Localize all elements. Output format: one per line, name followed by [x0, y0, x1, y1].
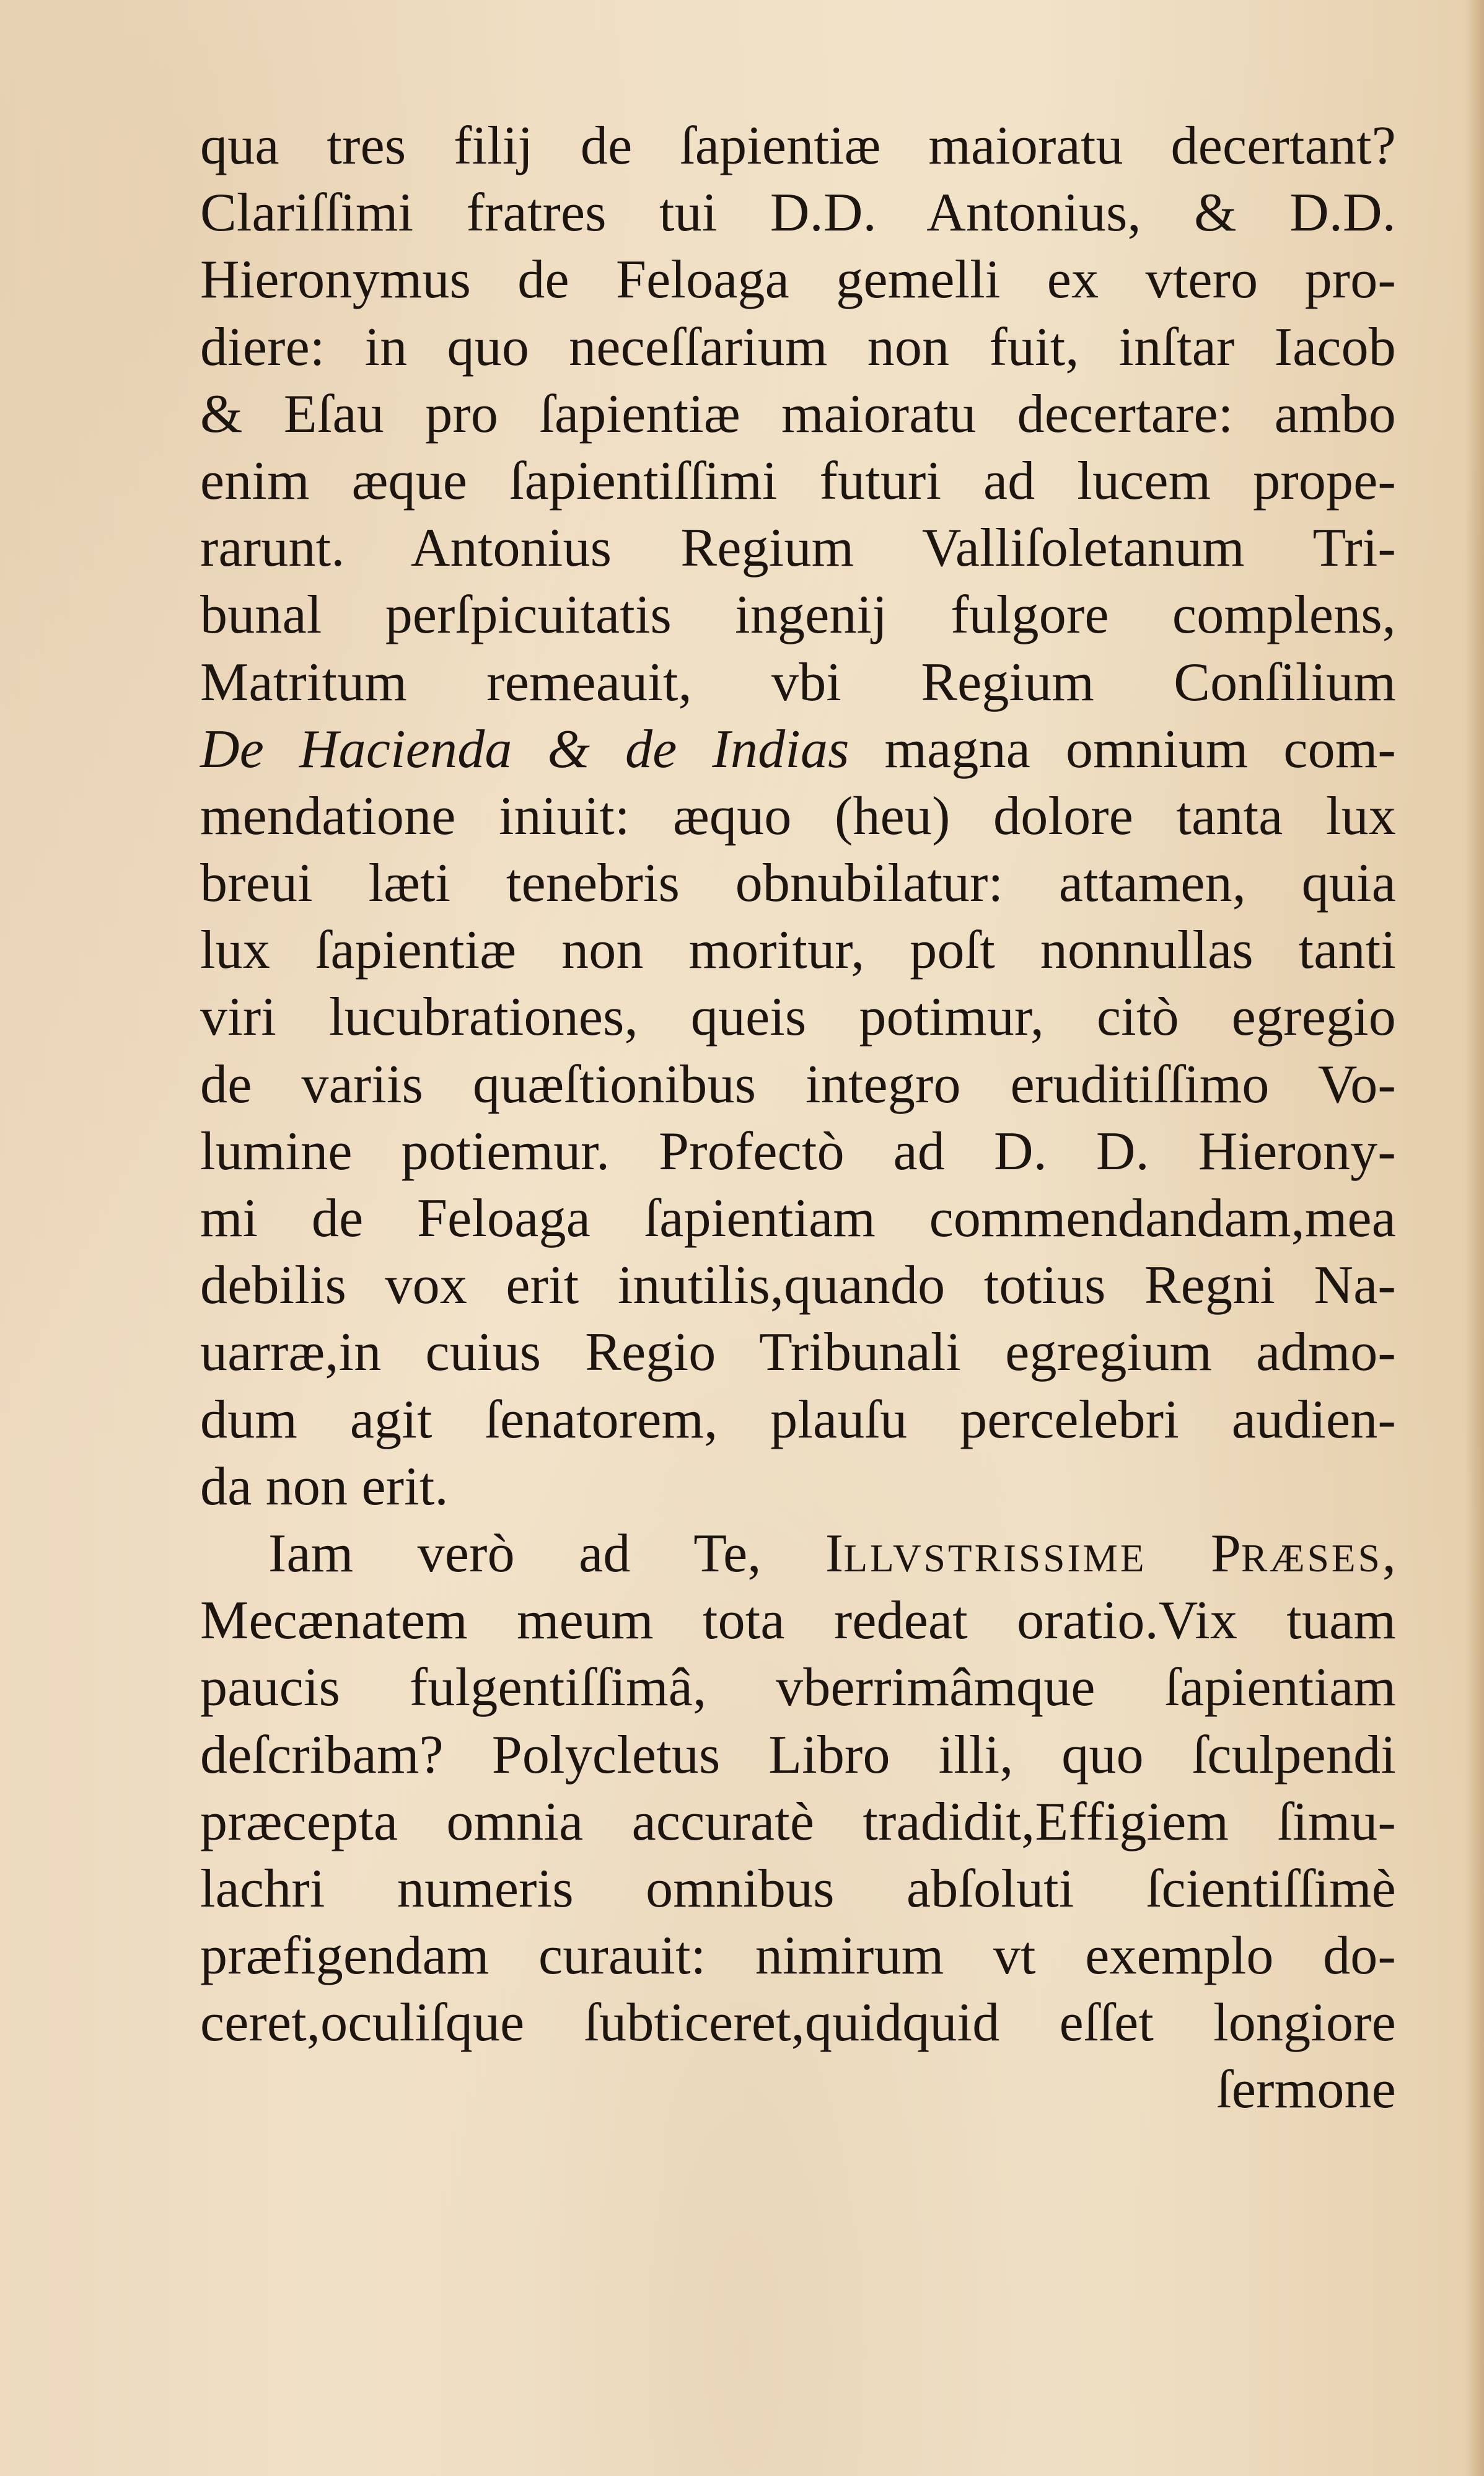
text-line: mi de Feloaga ſapientiam commendandam,mea: [200, 1188, 1396, 1249]
text-line: Matritum remeauit, vbi Regium Conſilium: [200, 652, 1396, 713]
text-line: mendatione iniuit: æquo (heu) dolore tanta lux: [200, 786, 1396, 846]
text-line: præfigendam curauit: nimirum vt exemplo do-: [200, 1926, 1396, 1987]
text-line: ceret,oculiſque ſubticeret,quidquid eſſet longiore: [200, 1993, 1396, 2053]
text-line: Hieronymus de Feloaga gemelli ex vtero pro-: [200, 250, 1396, 310]
text-line: lux ſapientiæ non moritur, poſt nonnullas tanti: [200, 920, 1396, 981]
text-line-with-italic: De Hacienda & de Indias magna omnium com-: [200, 719, 1396, 779]
text-line: uarræ,in cuius Regio Tribunali egregium admo-: [200, 1322, 1396, 1383]
text-line: paucis fulgentiſſimâ, vberrimâmque ſapientiam: [200, 1657, 1396, 1718]
text-line: breui læti tenebris obnubilatur: attamen, quia: [200, 853, 1396, 914]
text-line: diere: in quo neceſſarium non fuit, inſtar Iacob: [200, 317, 1396, 377]
text-line: lachri numeris omnibus abſoluti ſcientiſſimè: [200, 1858, 1396, 1919]
text-line: qua tres filij de ſapientiæ maioratu decertant?: [200, 116, 1396, 176]
paragraph-end-line: da non erit.: [200, 1456, 449, 1517]
catchword: ſermone: [1216, 2060, 1396, 2120]
text-line: Mecænatem meum tota redeat oratio.Vix tuam: [200, 1591, 1396, 1651]
text-line: & Eſau pro ſapientiæ maioratu decertare: ambo: [200, 384, 1396, 444]
body-text: [200, 113, 1396, 2124]
text-line: deſcribam? Polycletus Libro illi, quo ſculpendi: [200, 1724, 1396, 1785]
italic-phrase: De Hacienda & de Indias: [200, 719, 850, 779]
text-line: rarunt. Antonius Regium Valliſoletanum Tri-: [200, 518, 1396, 579]
text-line: dum agit ſenatorem, plauſu percelebri audien-: [200, 1389, 1396, 1450]
text-line: bunal perſpicuitatis ingenij fulgore complens,: [200, 585, 1396, 646]
text-line: debilis vox erit inutilis,quando totius Regni Na-: [200, 1255, 1396, 1316]
text-line: Clariſſimi fratres tui D.D. Antonius, & D.D.: [200, 183, 1396, 244]
text-line: de variis quæſtionibus integro eruditiſſimo Vo-: [200, 1054, 1396, 1115]
text-line: viri lucubrationes, queis potimur, citò egregio: [200, 987, 1396, 1048]
page-edge-shadow: [1465, 0, 1484, 2476]
paragraph-start-line: Iam verò ad Te, ILLVSTRISSIME PRÆSES,: [268, 1523, 1397, 1584]
text-line: enim æque ſapientiſſimi futuri ad lucem prope-: [200, 450, 1396, 511]
text-line: lumine potiemur. Profectò ad D. D. Hierony-: [200, 1121, 1396, 1182]
text-line: præcepta omnia accuratè tradidit,Effigiem ſimu-: [200, 1791, 1396, 1852]
